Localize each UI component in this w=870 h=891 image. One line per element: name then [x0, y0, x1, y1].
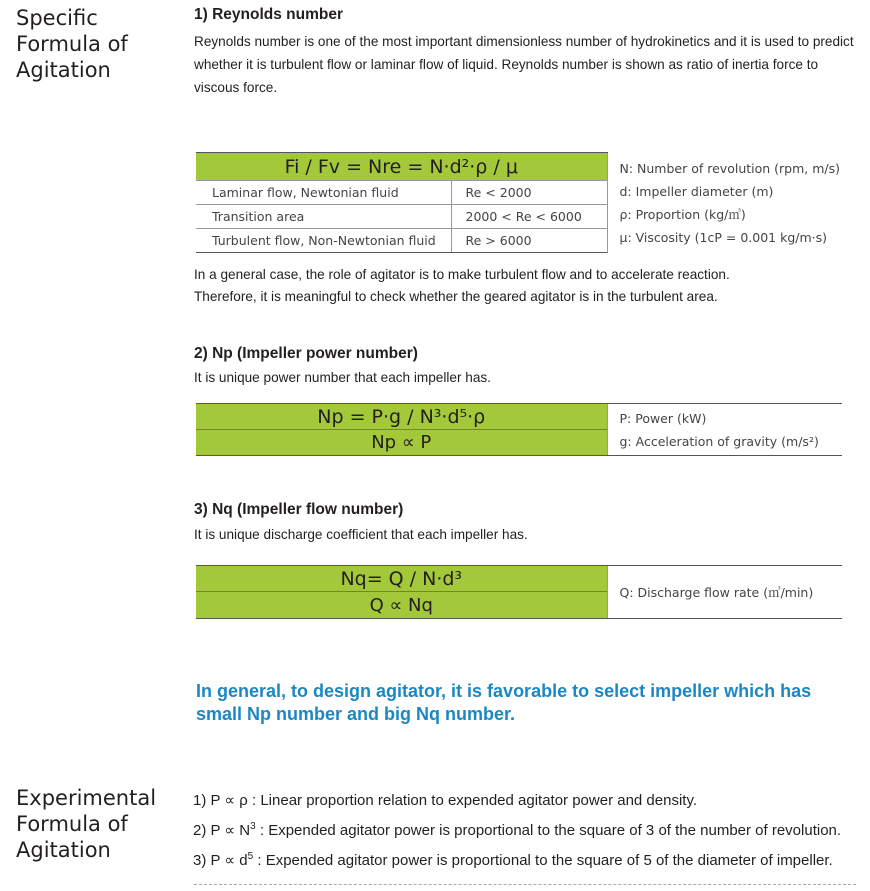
reynolds-formula: Fi / Fv = Nre = N·d²·ρ / μ [196, 153, 607, 181]
reynolds-paragraph: Reynolds number is one of the most important dimensionless number of hydrokinetics and it is used to predict whether it is turbulent flow or laminar flow of liquid. Reynolds number is shown as ratio of inertia force to viscous force. [194, 34, 854, 95]
legend-item: N: Number of revolution (rpm, m/s) [619, 160, 841, 176]
design-recommendation-note: In general, to design agitator, it is favorable to select impeller which has small Np number and big Nq number. [196, 681, 812, 724]
flow-type-cell: Turbulent flow, Non-Newtonian fluid [196, 229, 451, 253]
re-range-cell: Re > 6000 [451, 229, 607, 253]
list-item: 3) $P \propto d^5$ : Expended agitator power is proportional to the square of 5 of the diameter of impeller. [193, 851, 833, 869]
section-title-experimental-formula: Experimental Formula of Agitation [16, 786, 157, 862]
list-item: 2) $P \propto N^3$ : Expended agitator power is proportional to the square of 3 of the number of revolution. [193, 821, 842, 839]
re-range-cell: 2000 < Re < 6000 [451, 205, 607, 229]
legend-item: Q: Discharge flow rate (㎥/min) [619, 584, 814, 600]
np-relation: Np ∝ P [196, 430, 607, 456]
flow-type-cell: Laminar flow, Newtonian fluid [196, 181, 451, 205]
np-heading: 2) Np (Impeller power number) [194, 345, 418, 362]
nq-relation: Q ∝ Nq [196, 592, 607, 619]
legend-item: d: Impeller diameter (m) [619, 183, 774, 199]
np-formula: Np = P·g / N³·d⁵·ρ [196, 404, 607, 430]
dashed-divider [194, 884, 856, 885]
legend-item: g: Acceleration of gravity (m/s²) [619, 433, 819, 449]
flow-type-cell: Transition area [196, 205, 451, 229]
nq-legend [607, 566, 842, 619]
nq-formula: Nq= Q / N·d³ [196, 566, 607, 592]
np-legend [607, 404, 842, 456]
reynolds-heading: 1) Reynolds number [194, 6, 343, 23]
legend-item: P: Power (kW) [619, 410, 707, 426]
legend-item: μ: Viscosity (1cP = 0.001 kg/m·s) [619, 229, 828, 245]
legend-item: ρ: Proportion (kg/㎥) [619, 206, 746, 222]
turbulent-note-paragraph: In a general case, the role of agitator is to make turbulent flow and to accelerate reaction. Therefore, it is meaningful to check whether the geared agitator is in the turbulent area. [194, 267, 730, 304]
reynolds-table [196, 152, 842, 253]
re-range-cell: Re < 2000 [451, 181, 607, 205]
nq-table [196, 565, 842, 619]
reynolds-legend [607, 153, 842, 253]
list-item: 1) P ∝ ρ : Linear proportion relation to expended agitator power and density. [193, 792, 698, 809]
nq-description: It is unique discharge coefficient that each impeller has. [194, 527, 528, 542]
nq-heading: 3) Nq (Impeller flow number) [194, 501, 404, 518]
section-title-specific-formula: Specific Formula of Agitation [16, 6, 128, 82]
experimental-formula-list [193, 784, 841, 874]
np-description: It is unique power number that each impeller has. [194, 370, 491, 385]
np-table [196, 403, 842, 456]
